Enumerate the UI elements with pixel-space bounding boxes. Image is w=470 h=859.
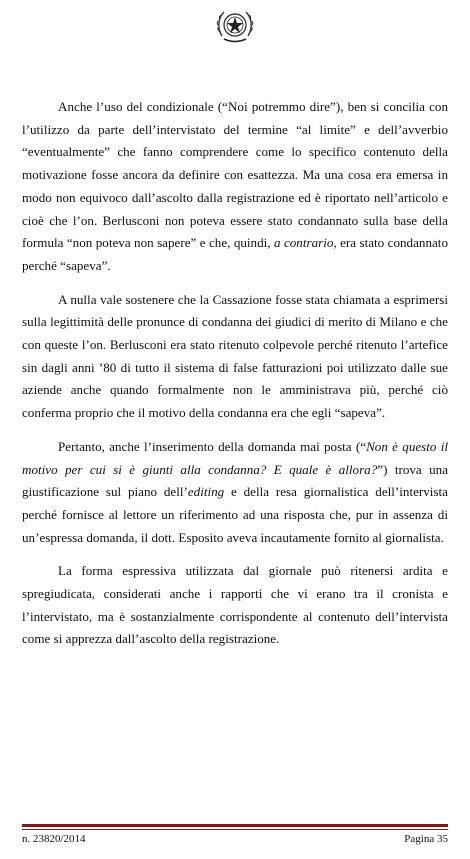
- footer-rule-thick: [22, 824, 448, 827]
- paragraph: Anche l’uso del condizionale (“Noi potremmo dire”), ben si concilia con l’utilizzo da parte dell’intervistato del termine “al limite” e dell’avverbio “eventualmente” che fanno comprendere come lo specifico contenuto della motivazione fosse ancora da definire con esattezza. Ma una cosa era emersa in modo non equivoco dall’ascolto dalla registrazione ed è riportato nell’articolo e cioè che l’on. Berlusconi non poteva essere stato condannato sulla base della formula “non poteva non sapere” e che, quindi, a contrario, era stato condannato perché “sapeva”.: [22, 99, 448, 273]
- page-number: Pagina 35: [404, 833, 448, 845]
- paragraph: Pertanto, anche l’inserimento della domanda mai posta (“Non è questo il motivo per cui si è giunti alla condanna? E quale è allora?”) trova una giustificazione sul piano dell’editing e della resa giornalistica dell’intervista perché fornisce al lettore un riferimento ad una risposta che, pur in assenza di un’espressa domanda, il dott. Esposito aveva incautamente fornito al giornalista.: [22, 438, 449, 545]
- italic-term: editing: [187, 484, 225, 500]
- italic-phrase: a contrario: [273, 235, 334, 251]
- paragraph: La forma espressiva utilizzata dal giornale può ritenersi ardita e spregiudicata, considerati anche i rapporti che vi erano tra il cronista e l’intervistato, ma è sostanzialmente corrispondente al contenuto dell’intervista come si apprezza dall’ascolto della registrazione.: [22, 563, 448, 647]
- italic-quote: Non è questo il motivo per cui si è giunti alla condanna? E quale è allora?: [22, 438, 449, 477]
- case-number: n. 23820/2014: [22, 833, 86, 845]
- italian-republic-emblem-icon: [214, 6, 256, 46]
- footer-rule-thin: [22, 829, 448, 830]
- body-text: [22, 96, 448, 662]
- paragraph: A nulla vale sostenere che la Cassazione fosse stata chiamata a esprimersi sulla legittimità delle pronunce di condanna dei giudici di merito di Milano e che con queste l’on. Berlusconi era stato ritenuto colpevole perché ritenuto l’artefice sin dagli anni ’80 di tutto il sistema di false fatturazioni poi utilizzato dalle sue aziende anche quando formalmente non le amministrava più, perché ciò conferma proprio che il motivo della condanna era che egli “sapeva”.: [22, 291, 448, 421]
